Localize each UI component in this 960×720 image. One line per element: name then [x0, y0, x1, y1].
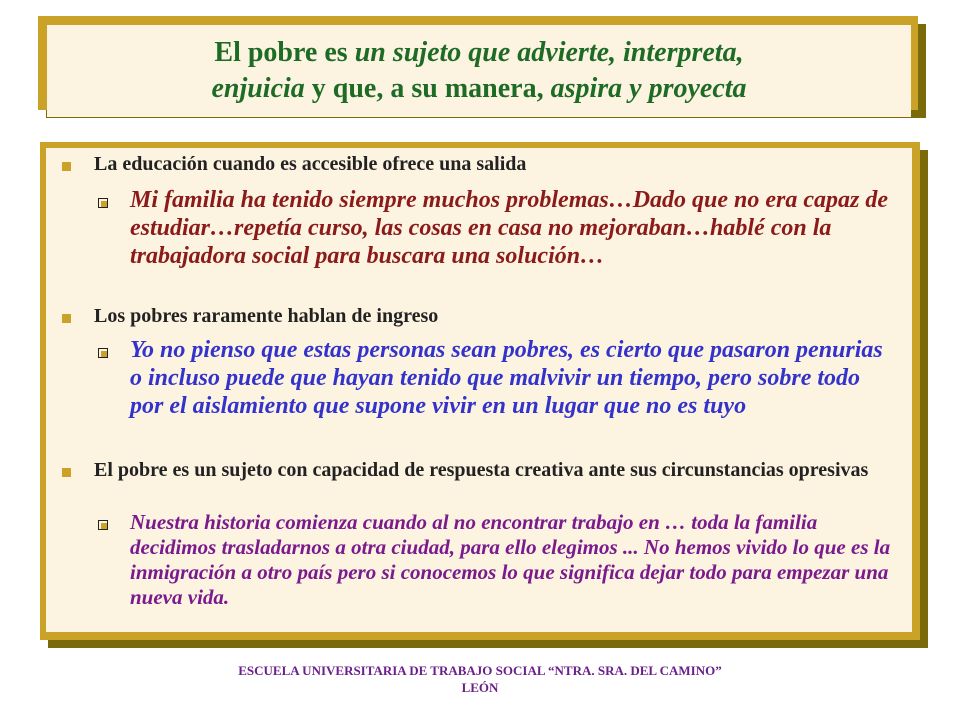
point-heading: Los pobres raramente hablan de ingreso [94, 305, 439, 327]
checkbox-bullet-icon [98, 348, 108, 358]
point-quote: Mi familia ha tenido siempre muchos problemas…Dado que no era capaz de estudiar…repetía curso, las cosas en casa no mejoraban…hablé con la trabajadora social para buscara una solución… [130, 187, 889, 269]
title-segment-italic: aspira y proyecta [550, 73, 747, 104]
content-box [46, 148, 912, 632]
footer-institution: ESCUELA UNIVERSITARIA DE TRABAJO SOCIAL “NTRA. SRA. DEL CAMINO” [238, 663, 722, 678]
title-segment-italic: un sujeto que advierte, interpreta, [354, 37, 744, 68]
title-line-2 [211, 71, 746, 107]
point-quote: Nuestra historia comienza cuando al no encontrar trabajo en … toda la familia decidimos trasladarnos a otra ciudad, para ello elegimos ... No hemos vivido lo que es la inmigración a otro país pero si conocemos lo que significa dejar todo para empezar una nueva vida. [130, 510, 891, 609]
square-bullet-icon [62, 314, 71, 323]
checkbox-bullet-icon [98, 520, 108, 530]
title-segment: y que, a su manera, [304, 73, 551, 104]
point-quote: Yo no pienso que estas personas sean pobres, es cierto que pasaron penurias o incluso puede que hayan tenido que malvivir un tiempo, pero sobre todo por el aislamiento que supone vivir en un lugar que no es tuyo [130, 337, 883, 419]
footer [0, 662, 960, 696]
title-line-1 [214, 35, 743, 71]
checkbox-bullet-icon [98, 198, 108, 208]
slide-title [47, 25, 911, 117]
title-segment: El pobre es [214, 37, 355, 68]
footer-city: LEÓN [461, 680, 499, 695]
title-segment-italic: enjuicia [211, 73, 305, 104]
point-heading: El pobre es un sujeto con capacidad de respuesta creativa ante sus circunstancias opresivas [94, 459, 869, 481]
point-heading: La educación cuando es accesible ofrece una salida [94, 153, 527, 175]
square-bullet-icon [62, 162, 71, 171]
square-bullet-icon [62, 468, 71, 477]
